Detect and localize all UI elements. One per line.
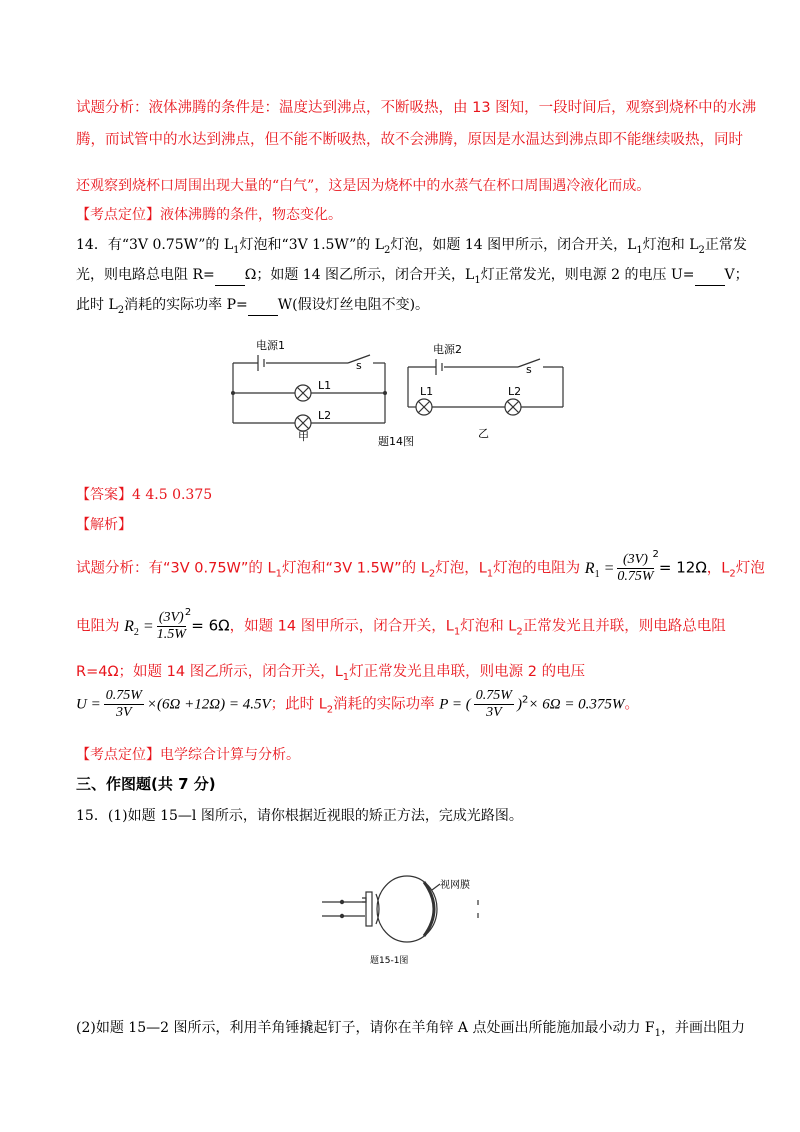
answer14-line1: 试题分析：有“3V 0.75W”的 $L_1$灯泡和“3V 1.5W”的 $L_2$灯泡，$L_1$灯泡的电阻为 $R_1$ = $\frac{(3V)}{0.75W}$ $^2$= 12Ω，$L_2$灯泡 xyxy=(76,548,765,584)
label-retina: 视网膜 xyxy=(440,880,470,891)
kaodian-13: 【考点定位】液体沸腾的条件，物态变化。 xyxy=(76,207,342,223)
figure15-caption: 题15-1图 xyxy=(370,956,409,966)
label-switch-yi: s xyxy=(526,363,532,376)
q15-part1: 15．(1)如题 15—l 图所示，请你根据近视眼的矫正方法，完成光路图。 xyxy=(76,808,523,824)
label-l2-yi: L2 xyxy=(508,385,522,398)
label-l2-jia: L2 xyxy=(318,409,332,422)
answer-blank xyxy=(215,271,245,286)
answer-blank xyxy=(248,301,278,316)
label-power1: 电源1 xyxy=(256,339,285,352)
label-jia: 甲 xyxy=(298,430,309,443)
label-yi: 乙 xyxy=(478,427,489,440)
answer-blank xyxy=(695,271,725,286)
circuit-figure-14 xyxy=(228,335,573,450)
answer14-line2: 电阻为 $R_2$ = $\frac{(3V)}{1.5W}$ $^2$= 6Ω，如题 14 图甲所示，闭合开关，$L_1$灯泡和 $L_2$正常发光且并联，则电路总电阻 xyxy=(76,606,726,642)
section-title: 三、作图题(共 7 分) xyxy=(76,775,216,793)
q14-line1: 14．有“3V 0.75W”的 $L_1$灯泡和“3V 1.5W”的 $L_2$灯泡，如题 14 图甲所示，闭合开关，$L_1$灯泡和 $L_2$正常发 xyxy=(76,237,747,256)
analysis-13-line1: 试题分析：液体沸腾的条件是：温度达到沸点，不断吸热，由 13 图知，一段时间后，观察到烧杯中的水沸 xyxy=(76,100,757,116)
label-l1-yi: L1 xyxy=(420,385,434,398)
answer14-line4: U = $\frac{0.75W}{3V}$ ×(6Ω +12Ω) = 4.5V；此时 $L_2$消耗的实际功率 P = ( $\frac{0.75W}{3V}$ )$^2$× 6Ω = 0.375W。 xyxy=(76,688,639,720)
jiexi-14: 【解析】 xyxy=(76,517,132,533)
figure14-caption: 题14图 xyxy=(378,435,414,448)
kaodian-14: 【考点定位】电学综合计算与分析。 xyxy=(76,747,300,763)
label-l1-jia: L1 xyxy=(318,379,332,392)
label-power2: 电源2 xyxy=(433,343,462,356)
eye-figure-15-1 xyxy=(320,870,490,970)
q14-line2: 光，则电路总电阻 R= Ω；如题 14 图乙所示，闭合开关，$L_1$灯正常发光，则电源 2 的电压 U= V； xyxy=(76,267,749,286)
answer14-line3: R=4Ω；如题 14 图乙所示，闭合开关，$L_1$灯正常发光且串联，则电源 2 的电压 xyxy=(76,664,586,683)
q15-part2: (2)如题 15—2 图所示，利用羊角锤撬起钉子，请你在羊角锌 A 点处画出所能施加最小动力 $F_1$，并画出阻力 xyxy=(76,1020,746,1039)
label-switch-jia: s xyxy=(356,359,362,372)
answer-14: 【答案】4 4.5 0.375 xyxy=(76,487,213,503)
analysis-13-line3: 还观察到烧杯口周围出现大量的“白气”，这是因为烧杯中的水蒸气在杯口周围遇冷液化而成。 xyxy=(76,178,651,194)
analysis-13-line2: 腾，而试管中的水达到沸点，但不能不断吸热，故不会沸腾，原因是水温达到沸点即不能继续吸热，同时 xyxy=(76,132,743,148)
q14-line3: 此时 $L_2$消耗的实际功率 P= W(假设灯丝电阻不变)。 xyxy=(76,297,430,316)
